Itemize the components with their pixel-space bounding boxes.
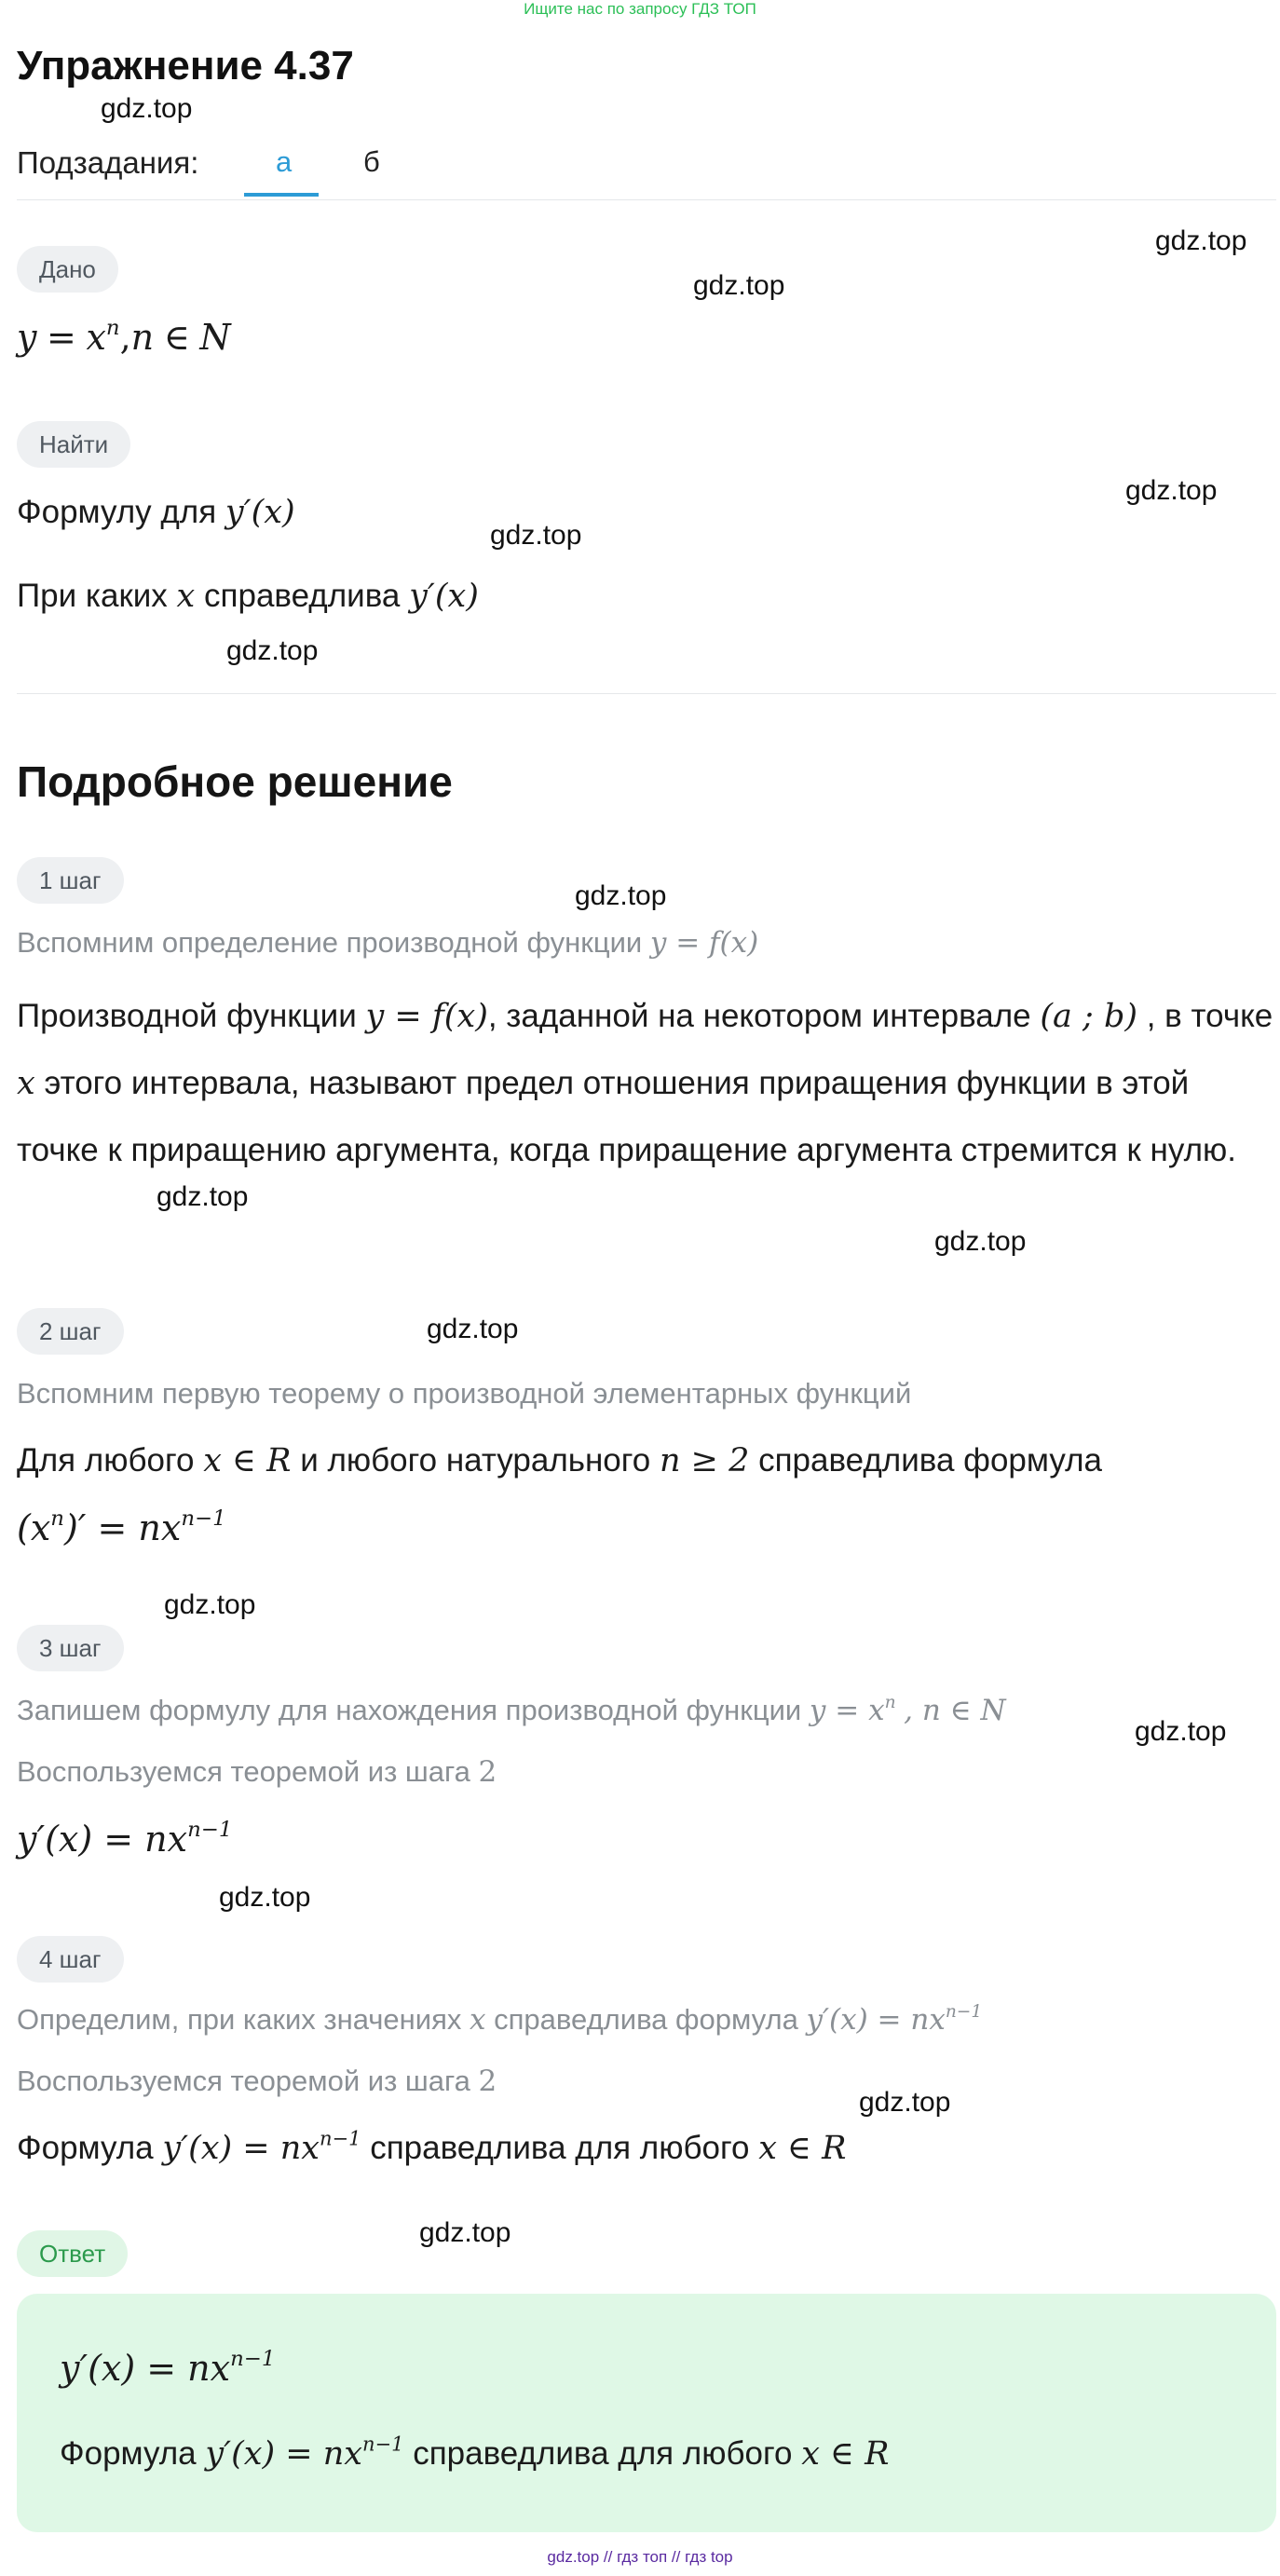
page-title: Упражнение 4.37 [17,43,354,89]
step-2-hint: Вспомним первую теорему о производной элементарных функций [17,1377,912,1410]
find-line-1: Формулу для y′(x) [17,494,295,531]
answer-badge: Ответ [17,2230,128,2277]
watermark: gdz.top [490,520,582,551]
step-4-hint-2: Воспользуемся теоремой из шага 2 [17,2065,497,2098]
watermark: gdz.top [427,1314,519,1344]
top-banner[interactable]: Ищите нас по запросу ГДЗ ТОП [524,0,756,18]
answer-line-2: Формула $y'(x) = nx^{n-1}$ справедлива для любого x ∈ R [60,2433,890,2473]
watermark: gdz.top [101,93,193,124]
solution-title: Подробное решение [17,757,453,806]
watermark: gdz.top [859,2087,951,2118]
step-2-formula: $(x^n)' = nx^{n-1}$ [17,1506,226,1548]
step-3-hint-2: Воспользуемся теоремой из шага 2 [17,1755,497,1789]
step-3-hint: Запишем формулу для нахождения производной функции $y = x^n$ , n ∈ N [17,1692,1006,1727]
watermark: gdz.top [157,1181,249,1212]
watermark: gdz.top [693,270,785,301]
footer-links[interactable]: gdz.top // гдз топ // гдз top [547,2548,733,2566]
tab-a[interactable]: а [276,145,293,178]
step-1-hint: Вспомним определение производной функции y = f(x) [17,926,759,960]
watermark: gdz.top [164,1589,256,1620]
step-1-badge: 1 шаг [17,857,124,904]
find-badge: Найти [17,421,130,468]
step-1-definition: Производной функции y = f(x), заданной на некотором интервале (a ; b) , в точке x этого интервала, называют предел отношения приращения функции в этой точке к приращению аргумента, когда приращение аргумента стремится к нулю. [17,998,1273,1168]
step-4-badge: 4 шаг [17,1936,124,1983]
find-line-2: При каких x справедлива y′(x) [17,578,479,615]
watermark: gdz.top [219,1882,311,1913]
step-2-statement: Для любого x ∈ R и любого натурального n ≥ 2 справедлива формула [17,1442,1102,1479]
tab-b[interactable]: б [363,145,380,178]
watermark: gdz.top [575,880,667,911]
given-badge: Дано [17,246,118,293]
section-divider [17,693,1276,694]
subtasks-label: Подзадания: [17,145,199,180]
watermark: gdz.top [1155,225,1247,256]
answer-line-1: $y'(x) = nx^{n-1}$ [60,2347,276,2389]
watermark: gdz.top [1135,1716,1227,1747]
watermark: gdz.top [1125,475,1218,506]
watermark: gdz.top [419,2217,511,2248]
watermark: gdz.top [934,1226,1027,1257]
step-4-result: Формула $y'(x) = nx^{n-1}$ справедлива для любого x ∈ R [17,2127,847,2167]
given-formula: $y = x^n,n$ ∈ N [17,316,231,358]
step-3-badge: 3 шаг [17,1625,124,1671]
watermark: gdz.top [226,635,319,666]
step-4-hint: Определим, при каких значениях x справедлива формула $y'(x) = nx^{n-1}$ [17,2001,983,2037]
step-2-badge: 2 шаг [17,1308,124,1355]
tabs-divider [17,199,1276,200]
step-3-result: $y'(x) = nx^{n-1}$ [17,1818,233,1860]
active-tab-indicator [244,193,319,197]
answer-box [17,2294,1276,2532]
